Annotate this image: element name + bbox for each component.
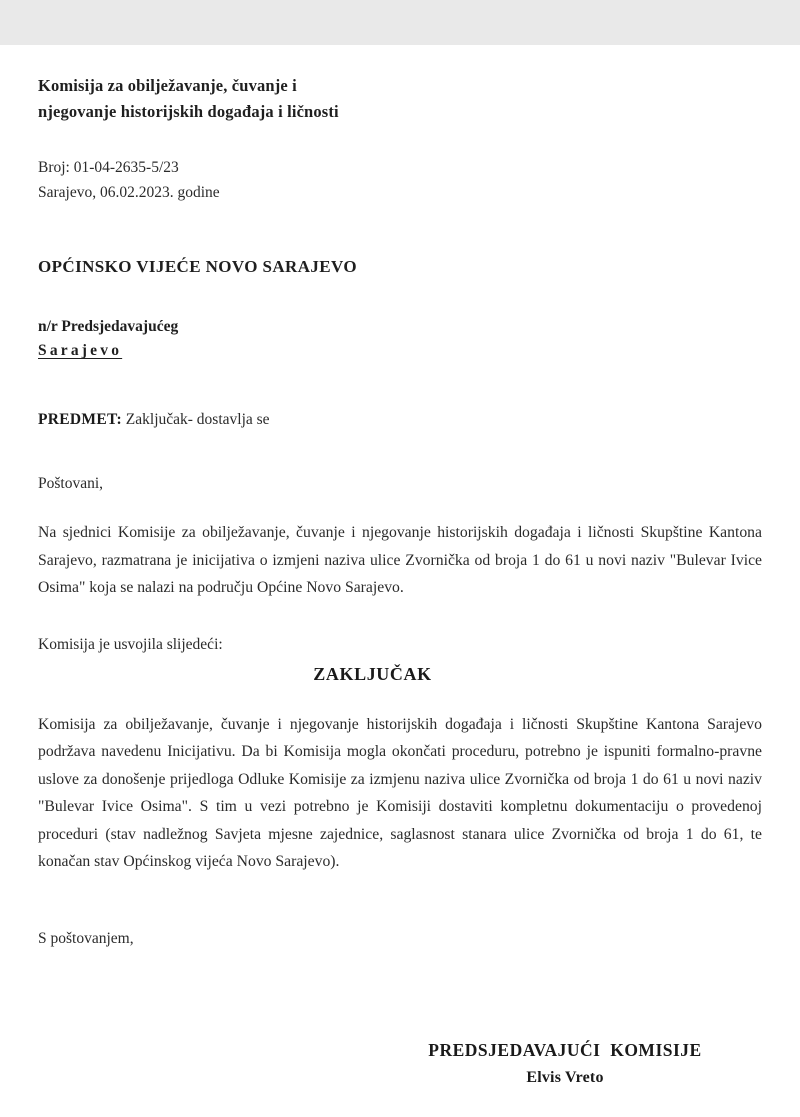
reference-number: Broj: 01-04-2635-5/23 <box>38 159 179 176</box>
subject-label: PREDMET: <box>38 411 122 428</box>
signature-block <box>38 1040 762 1087</box>
recipient-attention: n/r Predsjedavajućeg <box>38 318 179 335</box>
reference-block <box>38 155 762 205</box>
decision-paragraph: Komisija za obilježavanje, čuvanje i njegovanje historijskih događaja i ličnosti Skupštine Kantona Sarajevo podržava navedenu Inicijativu. Da bi Komisija mogla okončati proceduru, potrebno je ispuniti formalno-pravne uslove za donošenje prijedloga Odluke Komisije za izmjenu naziva ulice Zvornička od broja 1 do 61 u novi naziv "Bulevar Ivice Osima". S tim u vezi potrebno je Komisiji dostaviti kompletnu dokumentaciju o provedenoj proceduri (stav nadležnog Savjeta mjesne zajednice, saglasnost stanara ulice Zvornička od broja 1 do 61, te konačan stav Općinskog vijeća Novo Sarajevo). <box>38 715 762 870</box>
subject-line <box>38 411 762 429</box>
recipient-city: Sarajevo <box>38 342 123 359</box>
decision-title: ZAKLJUČAK <box>313 663 432 684</box>
intro-paragraph: Na sjednici Komisije za obilježavanje, čuvanje i njegovanje historijskih događaja i ličnosti Skupštine Kantona Sarajevo, razmatrana je inicijativa o izmjeni naziva ulice Zvornička od broja 1 do 61 u novi naziv "Bulevar Ivice Osima" koja se nalazi na području Općine Novo Sarajevo. <box>38 524 762 596</box>
subject-text: Zaključak- dostavlja se <box>121 411 270 428</box>
signatory-name: Elvis Vreto <box>526 1068 604 1086</box>
letterhead-line-2: njegovanje historijskih događaja i ličnosti <box>38 102 339 121</box>
closing-line: S poštovanjem, <box>38 929 134 947</box>
document-content <box>0 45 800 1087</box>
salutation: Poštovani, <box>38 475 104 492</box>
recipient-organization: OPĆINSKO VIJEĆE NOVO SARAJEVO <box>38 257 358 276</box>
signatory-title: PREDSJEDAVAJUĆI KOMISIJE <box>428 1039 702 1060</box>
reference-place-date: Sarajevo, 06.02.2023. godine <box>38 184 220 201</box>
letterhead <box>38 73 762 125</box>
recipient-attention-block <box>38 315 762 363</box>
clipped-header-text <box>0 0 800 16</box>
lead-in-line: Komisija je usvojila slijedeći: <box>38 635 223 653</box>
letterhead-line-1: Komisija za obilježavanje, čuvanje i <box>38 76 297 95</box>
